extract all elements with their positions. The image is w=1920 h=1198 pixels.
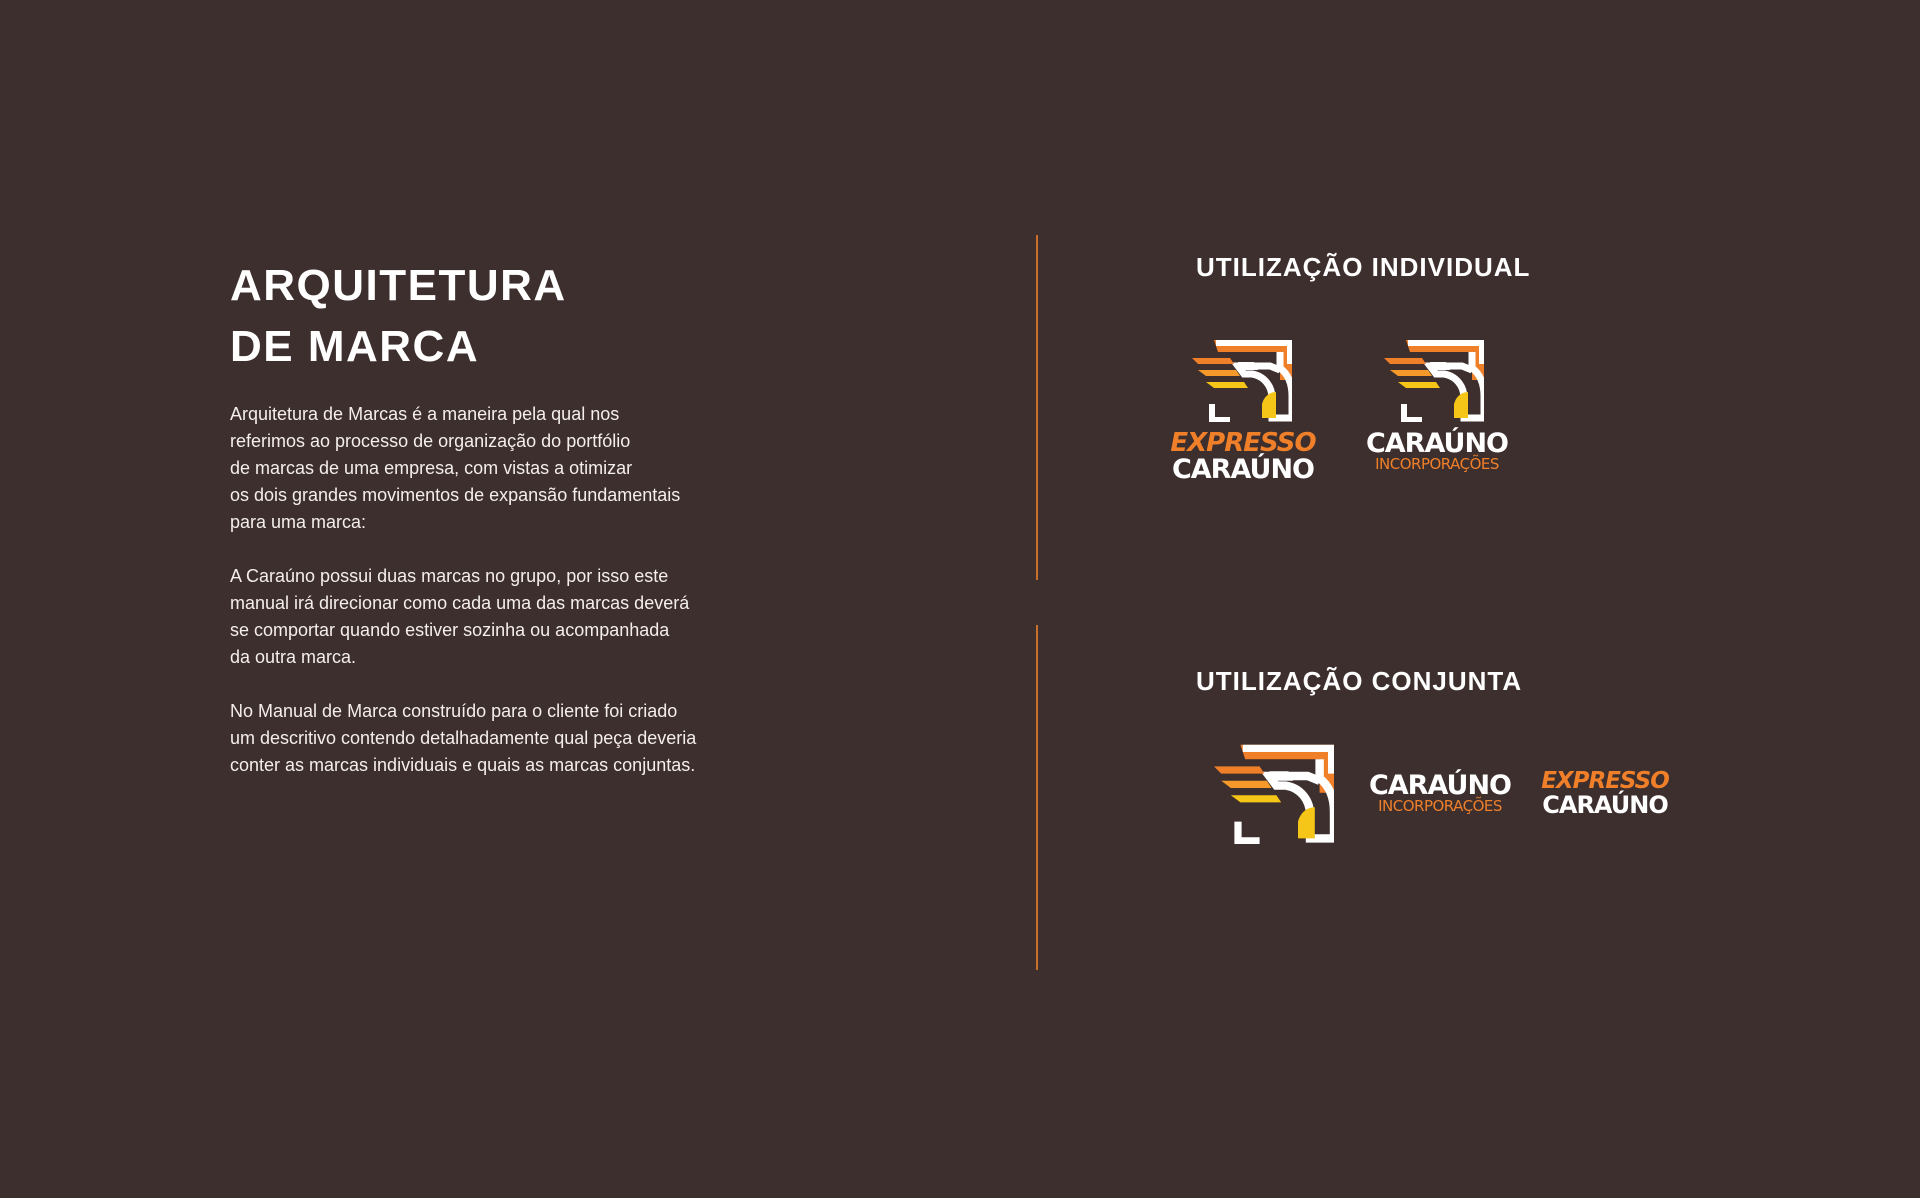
eagle-emblem-icon — [1384, 340, 1484, 422]
eagle-emblem-icon — [1192, 340, 1292, 422]
paragraph-1: Arquitetura de Marcas é a maneira pela qual nos referimos ao processo de organização do portfólio de marcas de uma empresa, com vistas a otimizar os dois grandes movimentos de expansão fundamentais para uma marca: — [230, 404, 681, 532]
page-title — [230, 255, 567, 377]
divider-top — [1036, 235, 1038, 580]
joint-incorporacoes-top: CARAÚNO — [1368, 770, 1512, 801]
wordmark-expresso-top: EXPRESSO — [1170, 428, 1316, 458]
wordmark-expresso-caurauno — [1168, 430, 1318, 483]
paragraph-2: A Caraúno possui duas marcas no grupo, por isso este manual irá direcionar como cada uma das marcas deverá se comportar quando estiver sozinha ou acompanhada da outra marca. — [230, 566, 690, 667]
wordmark-incorporacoes-top: CARAÚNO — [1365, 428, 1509, 459]
section-title-individual: UTILIZAÇÃO INDIVIDUAL — [1196, 252, 1531, 282]
eagle-emblem-icon — [1214, 744, 1334, 844]
wordmark-expresso-bottom: CARAÚNO — [1171, 454, 1315, 485]
title-line-1: ARQUITETURA — [230, 261, 567, 310]
joint-wordmark-expresso — [1530, 770, 1680, 817]
joint-incorporacoes-bottom: INCORPORAÇÕES — [1378, 797, 1502, 815]
section-title-joint: UTILIZAÇÃO CONJUNTA — [1196, 666, 1523, 696]
joint-expresso-bottom: CARAÚNO — [1542, 791, 1668, 819]
paragraph-3: No Manual de Marca construído para o cliente foi criado um descritivo contendo detalhadamente qual peça deveria conter as marcas individuais e quais as marcas conjuntas. — [230, 701, 697, 775]
wordmark-incorporacoes-bottom: INCORPORAÇÕES — [1375, 455, 1499, 473]
wordmark-caurauno-incorporacoes — [1362, 430, 1512, 472]
description — [230, 401, 830, 806]
joint-wordmark-incorporacoes — [1366, 772, 1514, 814]
title-line-2: DE MARCA — [230, 322, 480, 371]
joint-expresso-top: EXPRESSO — [1541, 768, 1669, 794]
divider-bottom — [1036, 625, 1038, 970]
